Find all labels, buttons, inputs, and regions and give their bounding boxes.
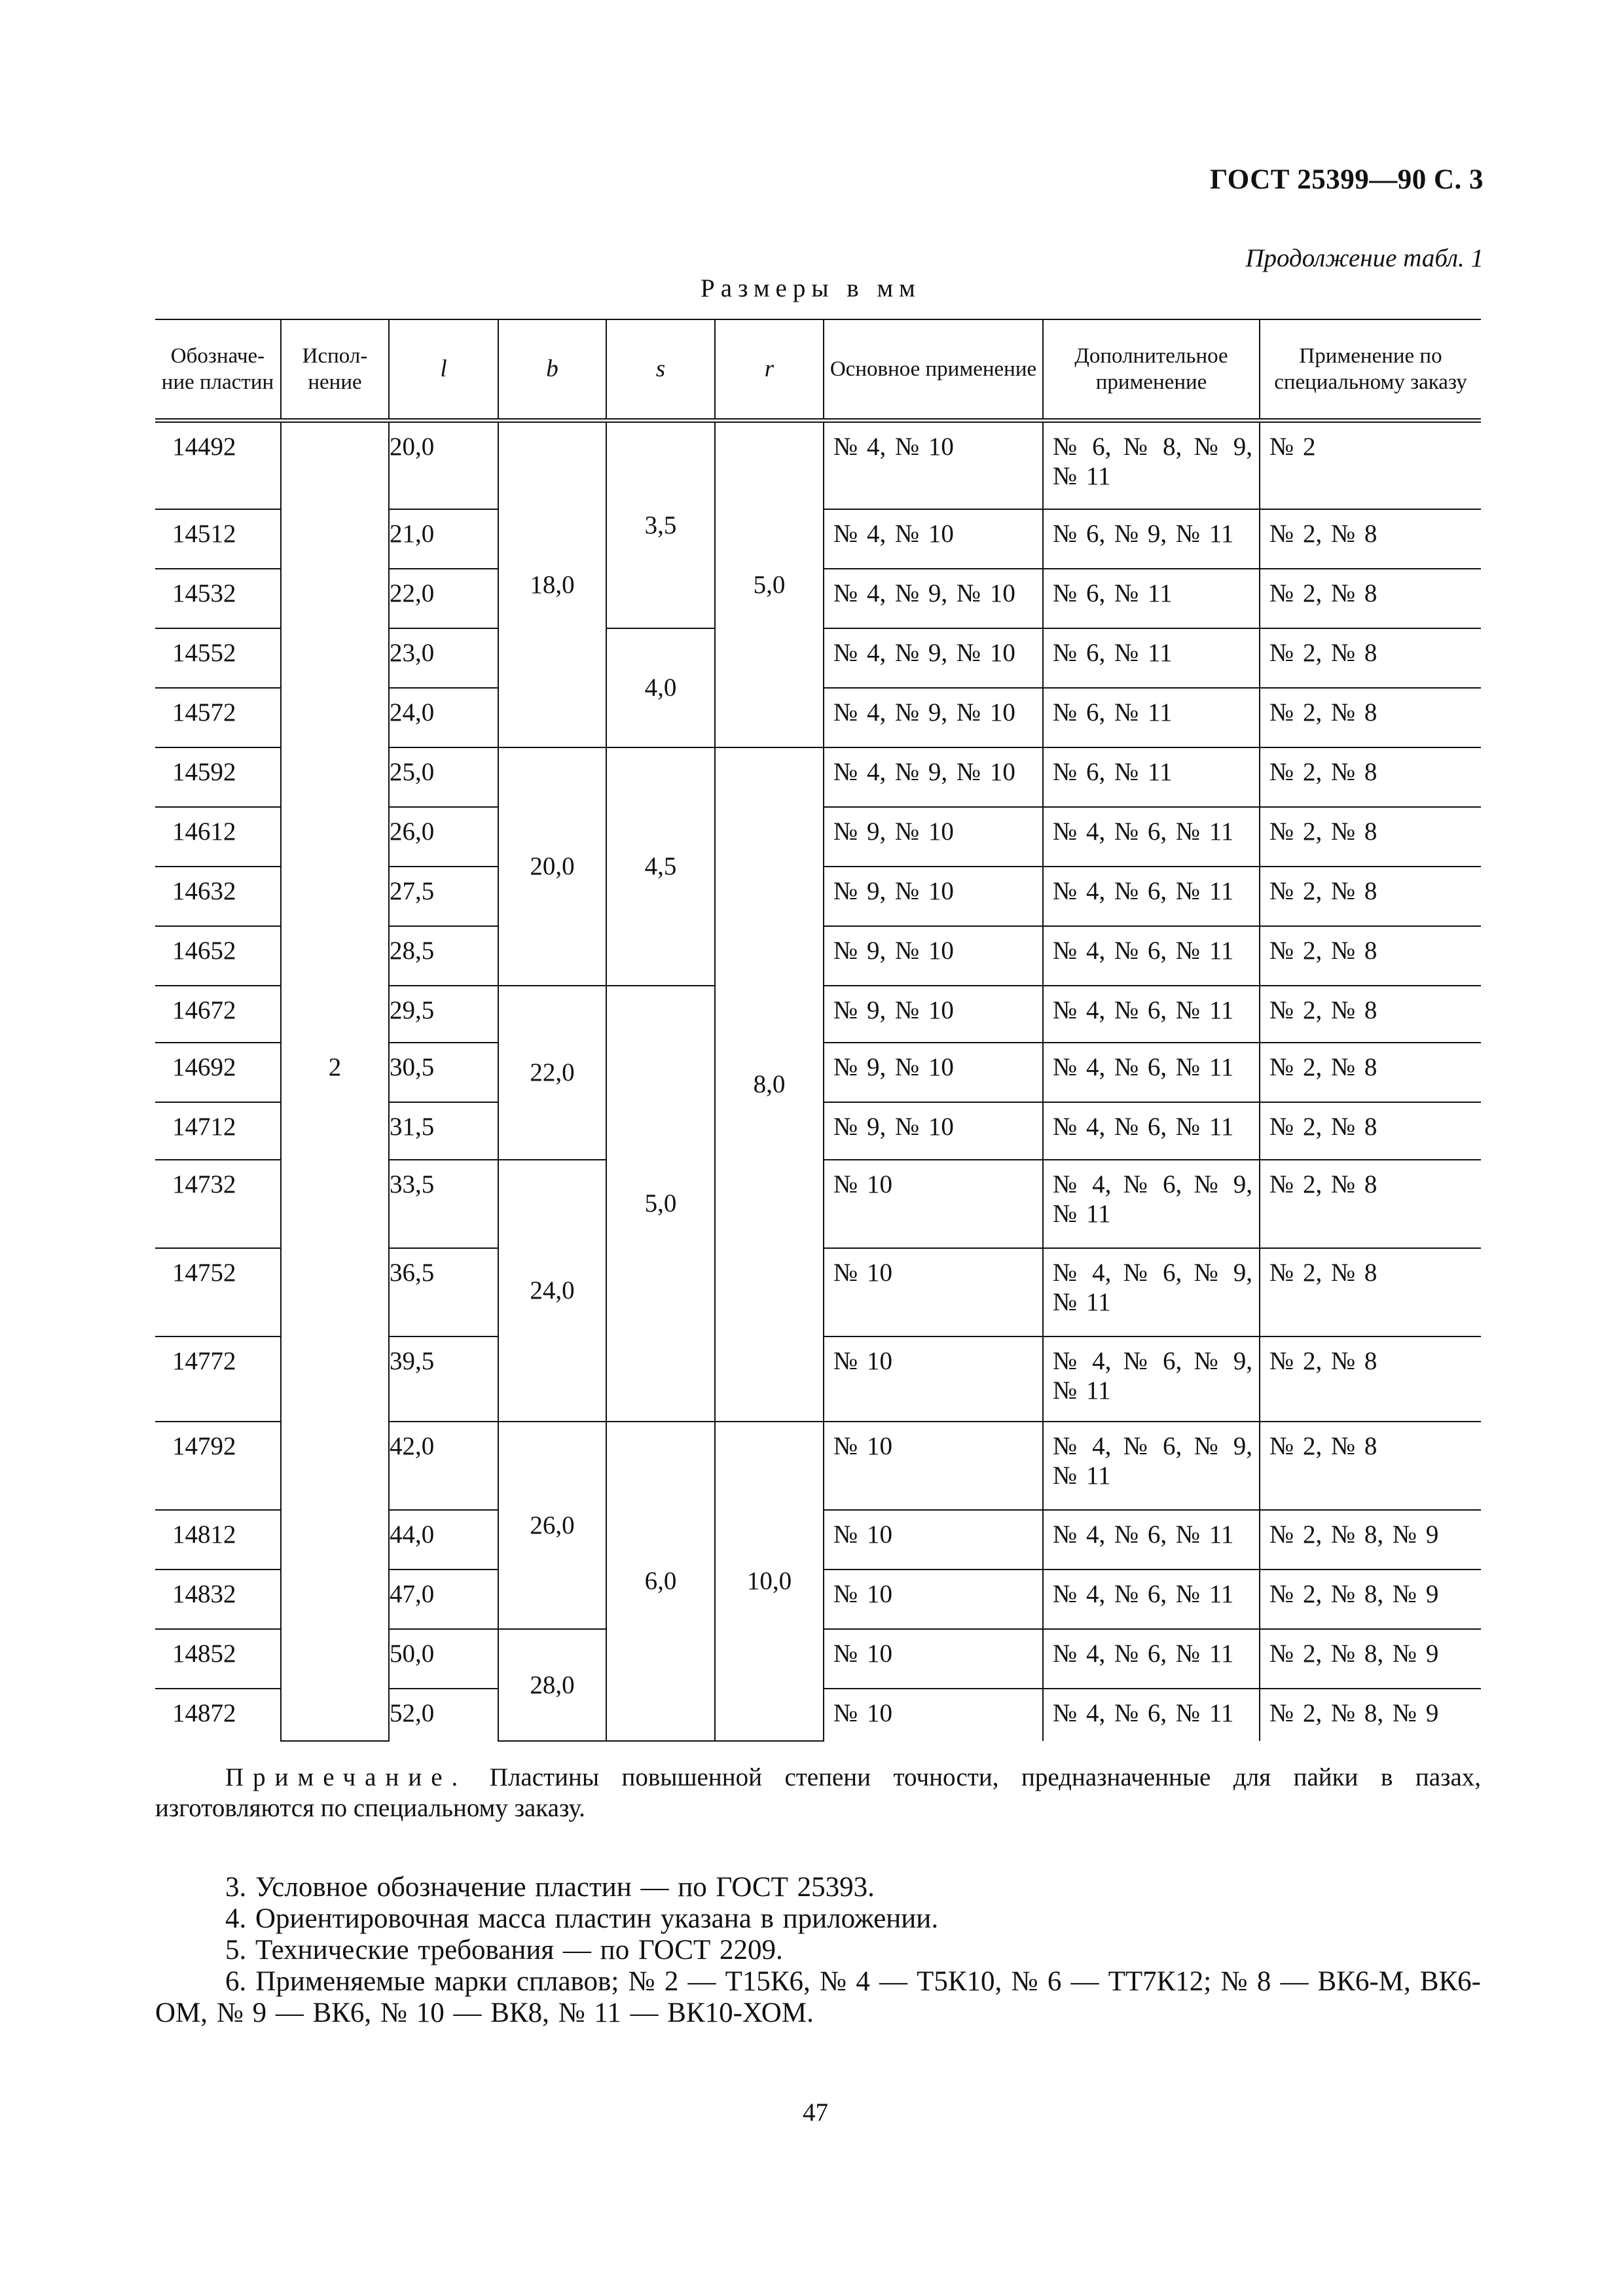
cell-additional-use: № 6, № 9, № 11 xyxy=(1043,509,1260,569)
cell-additional-use: № 4, № 6, № 9, № 11 xyxy=(1043,1248,1260,1336)
cell-main-use: № 9, № 10 xyxy=(824,1043,1043,1102)
cell-designation: 14672 xyxy=(155,986,281,1043)
cell-b: 18,0 xyxy=(498,421,606,747)
cell-main-use: № 10 xyxy=(824,1689,1043,1741)
cell-s: 4,5 xyxy=(606,747,715,986)
cell-b: 22,0 xyxy=(498,986,606,1160)
cell-additional-use: № 6, № 11 xyxy=(1043,747,1260,807)
plates-table xyxy=(155,319,1481,1742)
cell-l: 21,0 xyxy=(389,509,498,569)
cell-main-use: № 9, № 10 xyxy=(824,1102,1043,1160)
cell-main-use: № 4, № 9, № 10 xyxy=(824,688,1043,747)
cell-r: 8,0 xyxy=(715,747,824,1422)
cell-designation: 14652 xyxy=(155,926,281,986)
note-text: Пластины повышенной степени точности, предназначенные для пайки в пазах, изготовляются по специальному заказу. xyxy=(155,1763,1481,1822)
cell-special-order: № 2, № 8, № 9 xyxy=(1260,1629,1481,1689)
cell-special-order: № 2, № 8, № 9 xyxy=(1260,1510,1481,1570)
header-r: r xyxy=(715,319,824,421)
item-6: 6. Применяемые марки сплавов; № 2 — Т15К6, № 4 — Т5К10, № 6 — ТТ7К12; № 8 — ВК6-М, ВК6-ОМ, № 9 — ВК6, № 10 — ВК8, № 11 — ВК10-ХОМ. xyxy=(155,1966,1481,2028)
cell-additional-use: № 4, № 6, № 9, № 11 xyxy=(1043,1422,1260,1510)
cell-main-use: № 10 xyxy=(824,1570,1043,1629)
cell-s: 6,0 xyxy=(606,1422,715,1741)
cell-l: 29,5 xyxy=(389,986,498,1043)
cell-b: 20,0 xyxy=(498,747,606,986)
cell-special-order: № 2, № 8 xyxy=(1260,1336,1481,1422)
cell-main-use: № 10 xyxy=(824,1160,1043,1248)
cell-additional-use: № 4, № 6, № 9, № 11 xyxy=(1043,1336,1260,1422)
cell-special-order: № 2, № 8 xyxy=(1260,1248,1481,1336)
cell-l: 44,0 xyxy=(389,1510,498,1570)
cell-main-use: № 10 xyxy=(824,1629,1043,1689)
cell-additional-use: № 4, № 6, № 11 xyxy=(1043,867,1260,926)
cell-designation: 14632 xyxy=(155,867,281,926)
cell-l: 42,0 xyxy=(389,1422,498,1510)
cell-special-order: № 2, № 8, № 9 xyxy=(1260,1689,1481,1741)
cell-special-order: № 2 xyxy=(1260,421,1481,509)
cell-main-use: № 4, № 9, № 10 xyxy=(824,747,1043,807)
cell-l: 23,0 xyxy=(389,628,498,688)
header-variant: Испол-нение xyxy=(281,319,389,421)
cell-additional-use: № 4, № 6, № 11 xyxy=(1043,926,1260,986)
header-designation: Обозначе-ние пластин xyxy=(155,319,281,421)
cell-designation: 14832 xyxy=(155,1570,281,1629)
header-main-use: Основное применение xyxy=(824,319,1043,421)
cell-additional-use: № 4, № 6, № 11 xyxy=(1043,1570,1260,1629)
cell-l: 39,5 xyxy=(389,1336,498,1422)
variant-value: 2 xyxy=(328,1052,342,1081)
cell-additional-use: № 4, № 6, № 11 xyxy=(1043,1689,1260,1741)
cell-l: 26,0 xyxy=(389,807,498,867)
cell-main-use: № 9, № 10 xyxy=(824,986,1043,1043)
cell-main-use: № 9, № 10 xyxy=(824,926,1043,986)
cell-special-order: № 2, № 8 xyxy=(1260,628,1481,688)
cell-designation: 14592 xyxy=(155,747,281,807)
cell-main-use: № 10 xyxy=(824,1336,1043,1422)
cell-l: 30,5 xyxy=(389,1043,498,1102)
cell-s: 3,5 xyxy=(606,421,715,628)
cell-designation: 14512 xyxy=(155,509,281,569)
cell-variant xyxy=(281,421,389,1741)
cell-designation: 14692 xyxy=(155,1043,281,1102)
cell-special-order: № 2, № 8 xyxy=(1260,509,1481,569)
cell-additional-use: № 6, № 11 xyxy=(1043,628,1260,688)
cell-l: 20,0 xyxy=(389,421,498,509)
header-l: l xyxy=(389,319,498,421)
cell-additional-use: № 4, № 6, № 9, № 11 xyxy=(1043,1160,1260,1248)
item-4: 4. Ориентировочная масса пластин указана в приложении. xyxy=(225,1903,939,1934)
cell-main-use: № 4, № 10 xyxy=(824,509,1043,569)
cell-designation: 14812 xyxy=(155,1510,281,1570)
cell-special-order: № 2, № 8 xyxy=(1260,1160,1481,1248)
cell-designation: 14792 xyxy=(155,1422,281,1510)
cell-special-order: № 2, № 8 xyxy=(1260,1043,1481,1102)
cell-b: 26,0 xyxy=(498,1422,606,1629)
numbered-items xyxy=(155,1872,1481,2029)
cell-l: 52,0 xyxy=(389,1689,498,1741)
table-row xyxy=(155,421,1481,509)
cell-additional-use: № 4, № 6, № 11 xyxy=(1043,807,1260,867)
cell-special-order: № 2, № 8 xyxy=(1260,867,1481,926)
cell-l: 47,0 xyxy=(389,1570,498,1629)
cell-designation: 14552 xyxy=(155,628,281,688)
item-3: 3. Условное обозначение пластин — по ГОСТ 25393. xyxy=(225,1872,875,1903)
cell-additional-use: № 6, № 11 xyxy=(1043,688,1260,747)
cell-main-use: № 10 xyxy=(824,1248,1043,1336)
cell-special-order: № 2, № 8 xyxy=(1260,688,1481,747)
cell-main-use: № 9, № 10 xyxy=(824,867,1043,926)
page-number: 47 xyxy=(803,2098,828,2126)
cell-designation: 14572 xyxy=(155,688,281,747)
cell-designation: 14732 xyxy=(155,1160,281,1248)
cell-special-order: № 2, № 8 xyxy=(1260,986,1481,1043)
cell-main-use: № 9, № 10 xyxy=(824,807,1043,867)
cell-additional-use: № 4, № 6, № 11 xyxy=(1043,1102,1260,1160)
cell-special-order: № 2, № 8 xyxy=(1260,807,1481,867)
cell-l: 28,5 xyxy=(389,926,498,986)
cell-main-use: № 10 xyxy=(824,1422,1043,1510)
cell-main-use: № 10 xyxy=(824,1510,1043,1570)
cell-special-order: № 2, № 8 xyxy=(1260,1102,1481,1160)
cell-designation: 14532 xyxy=(155,569,281,628)
table-note xyxy=(155,1762,1481,1823)
cell-l: 33,5 xyxy=(389,1160,498,1248)
cell-special-order: № 2, № 8 xyxy=(1260,926,1481,986)
cell-s: 5,0 xyxy=(606,986,715,1422)
cell-special-order: № 2, № 8 xyxy=(1260,747,1481,807)
cell-special-order: № 2, № 8 xyxy=(1260,569,1481,628)
cell-l: 27,5 xyxy=(389,867,498,926)
table-header-row xyxy=(155,319,1481,421)
cell-special-order: № 2, № 8 xyxy=(1260,1422,1481,1510)
cell-l: 22,0 xyxy=(389,569,498,628)
cell-designation: 14712 xyxy=(155,1102,281,1160)
cell-b: 28,0 xyxy=(498,1629,606,1741)
cell-designation: 14852 xyxy=(155,1629,281,1689)
note-label: Примечание. xyxy=(225,1763,467,1791)
cell-designation: 14752 xyxy=(155,1248,281,1336)
cell-l: 25,0 xyxy=(389,747,498,807)
cell-designation: 14612 xyxy=(155,807,281,867)
cell-main-use: № 4, № 9, № 10 xyxy=(824,628,1043,688)
cell-additional-use: № 4, № 6, № 11 xyxy=(1043,1629,1260,1689)
cell-r: 5,0 xyxy=(715,421,824,747)
cell-designation: 14872 xyxy=(155,1689,281,1741)
cell-additional-use: № 6, № 11 xyxy=(1043,569,1260,628)
cell-l: 31,5 xyxy=(389,1102,498,1160)
header-s: s xyxy=(606,319,715,421)
cell-l: 50,0 xyxy=(389,1629,498,1689)
cell-main-use: № 4, № 10 xyxy=(824,421,1043,509)
cell-l: 24,0 xyxy=(389,688,498,747)
cell-b: 24,0 xyxy=(498,1160,606,1422)
cell-r: 10,0 xyxy=(715,1422,824,1741)
cell-s: 4,0 xyxy=(606,628,715,747)
table-continuation-label: Продолжение табл. 1 xyxy=(1245,244,1484,272)
cell-main-use: № 4, № 9, № 10 xyxy=(824,569,1043,628)
document-header: ГОСТ 25399—90 С. 3 xyxy=(1209,164,1484,195)
cell-designation: 14492 xyxy=(155,421,281,509)
header-additional-use: Дополнительное применение xyxy=(1043,319,1260,421)
units-label: Размеры в мм xyxy=(701,274,921,302)
item-5: 5. Технические требования — по ГОСТ 2209. xyxy=(225,1935,783,1965)
cell-designation: 14772 xyxy=(155,1336,281,1422)
cell-additional-use: № 6, № 8, № 9, № 11 xyxy=(1043,421,1260,509)
cell-additional-use: № 4, № 6, № 11 xyxy=(1043,1510,1260,1570)
header-b: b xyxy=(498,319,606,421)
cell-special-order: № 2, № 8, № 9 xyxy=(1260,1570,1481,1629)
cell-l: 36,5 xyxy=(389,1248,498,1336)
cell-additional-use: № 4, № 6, № 11 xyxy=(1043,1043,1260,1102)
header-special-order: Применение по специальному заказу xyxy=(1260,319,1481,421)
cell-additional-use: № 4, № 6, № 11 xyxy=(1043,986,1260,1043)
